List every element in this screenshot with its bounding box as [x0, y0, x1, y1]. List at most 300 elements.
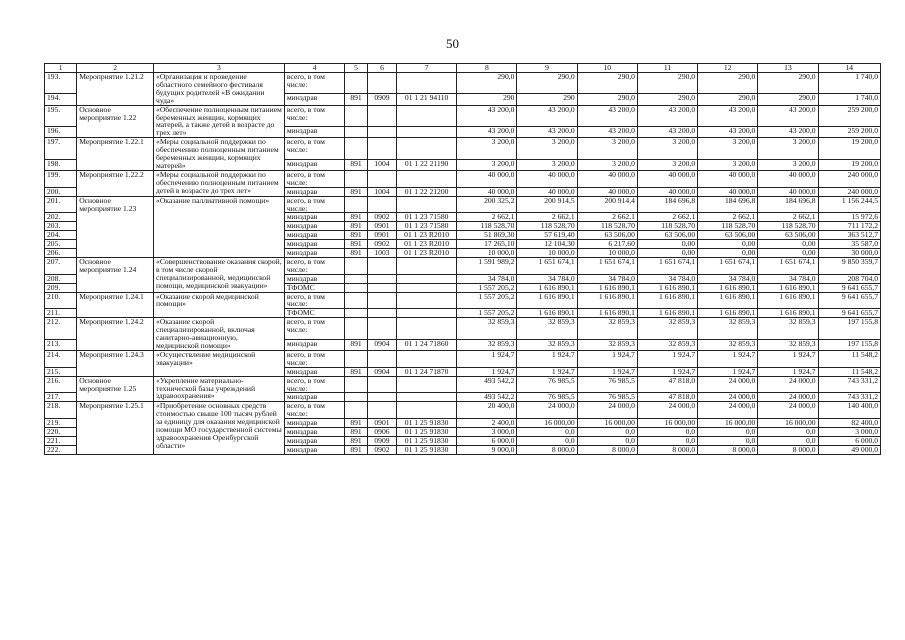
amount-cell: 16 000,00 — [637, 419, 697, 428]
amount-cell: 1 651 674,1 — [517, 257, 577, 274]
amount-cell: 40 000,0 — [577, 170, 637, 187]
grbs-code — [345, 73, 368, 94]
amount-cell: 82 400,0 — [818, 419, 880, 428]
grbs-code — [345, 138, 368, 159]
table-row — [45, 402, 881, 419]
amount-cell: 0,0 — [577, 428, 637, 437]
amount-cell: 32 859,3 — [698, 339, 758, 350]
amount-cell: 197 155,8 — [818, 318, 880, 339]
amount-cell: 6 000,0 — [457, 436, 517, 445]
amount-cell: 0,00 — [698, 240, 758, 249]
amount-cell: 40 000,0 — [637, 170, 697, 187]
target-code: 01 1 25 91830 — [397, 419, 457, 428]
amount-cell: 8 000,0 — [577, 445, 637, 454]
column-header: 1 — [45, 64, 77, 73]
amount-cell: 2 662,1 — [577, 213, 637, 222]
row-number: 197. — [45, 138, 77, 159]
column-header: 7 — [397, 64, 457, 73]
amount-cell: 2 400,0 — [457, 419, 517, 428]
amount-cell: 16 000,00 — [577, 419, 637, 428]
amount-cell: 493 542,2 — [457, 376, 517, 393]
amount-cell: 10 000,0 — [517, 249, 577, 258]
row-number: 210. — [45, 292, 77, 309]
amount-cell: 32 859,3 — [698, 318, 758, 339]
target-code: 01 1 23 R2010 — [397, 240, 457, 249]
amount-cell: 240 000,0 — [818, 170, 880, 187]
amount-cell: 1 924,7 — [637, 350, 697, 367]
target-code — [397, 376, 457, 393]
amount-cell: 3 200,0 — [698, 159, 758, 170]
target-code — [397, 126, 457, 137]
amount-cell: 32 859,3 — [758, 318, 818, 339]
activity-name: «Оказание скорой специализированной, включая санитарно-авиационную, медицинской помощи» — [154, 318, 285, 351]
amount-cell: 1 616 890,1 — [758, 309, 818, 318]
target-code — [397, 170, 457, 187]
column-header: 11 — [637, 64, 697, 73]
executor-cell: минздрав — [284, 187, 344, 196]
amount-cell: 259 200,0 — [818, 105, 880, 126]
activity-label: Мероприятие 1.24.1 — [77, 292, 154, 318]
amount-cell: 47 818,0 — [637, 393, 697, 402]
executor-cell: всего, в том числе: — [284, 350, 344, 367]
activity-label: Мероприятие 1.21.2 — [77, 73, 154, 106]
row-number: 211. — [45, 309, 77, 318]
column-header: 10 — [577, 64, 637, 73]
amount-cell: 197 155,8 — [818, 339, 880, 350]
amount-cell: 1 924,7 — [457, 350, 517, 367]
section-code: 1004 — [367, 187, 396, 196]
row-number: 194. — [45, 94, 77, 105]
amount-cell: 9 850 359,7 — [818, 257, 880, 274]
page-number: 50 — [446, 36, 459, 51]
executor-cell: всего, в том числе: — [284, 257, 344, 274]
section-code — [367, 105, 396, 126]
amount-cell: 32 859,3 — [637, 339, 697, 350]
amount-cell: 40 000,0 — [457, 170, 517, 187]
executor-cell: минздрав — [284, 213, 344, 222]
amount-cell: 1 616 890,1 — [577, 283, 637, 292]
amount-cell: 40 000,0 — [758, 187, 818, 196]
grbs-code — [345, 292, 368, 309]
grbs-code — [345, 318, 368, 339]
executor-cell: минздрав — [284, 367, 344, 376]
amount-cell: 32 859,3 — [758, 339, 818, 350]
section-code — [367, 196, 396, 213]
amount-cell: 240 000,0 — [818, 187, 880, 196]
activity-label: Мероприятие 1.25.1 — [77, 402, 154, 454]
executor-cell: всего, в том числе: — [284, 105, 344, 126]
target-code: 01 1 23 71580 — [397, 222, 457, 231]
row-number: 205. — [45, 240, 77, 249]
section-code — [367, 257, 396, 274]
amount-cell: 184 696,8 — [758, 196, 818, 213]
target-code — [397, 274, 457, 283]
amount-cell: 6 217,60 — [577, 240, 637, 249]
amount-cell: 3 200,0 — [758, 138, 818, 159]
amount-cell: 1 924,7 — [577, 350, 637, 367]
grbs-code — [345, 274, 368, 283]
target-code: 01 1 21 94110 — [397, 94, 457, 105]
amount-cell: 711 172,2 — [818, 222, 880, 231]
amount-cell: 49 000,0 — [818, 445, 880, 454]
activity-name: «Оказание скорой медицинской помощи» — [154, 292, 285, 318]
row-number: 221. — [45, 436, 77, 445]
executor-cell: ТФОМС — [284, 283, 344, 292]
budget-table — [44, 63, 881, 455]
amount-cell: 290,0 — [698, 73, 758, 94]
amount-cell: 363 512,7 — [818, 231, 880, 240]
target-code — [397, 73, 457, 94]
amount-cell: 1 924,7 — [517, 350, 577, 367]
amount-cell: 290,0 — [758, 94, 818, 105]
grbs-code: 891 — [345, 159, 368, 170]
section-code — [367, 274, 396, 283]
amount-cell: 1 651 674,1 — [637, 257, 697, 274]
table-row — [45, 257, 881, 274]
amount-cell: 1 616 890,1 — [517, 309, 577, 318]
amount-cell: 118 528,70 — [577, 222, 637, 231]
amount-cell: 1 924,7 — [698, 350, 758, 367]
amount-cell: 24 000,0 — [698, 376, 758, 393]
executor-cell: минздрав — [284, 249, 344, 258]
amount-cell: 2 662,1 — [637, 213, 697, 222]
grbs-code: 891 — [345, 94, 368, 105]
target-code — [397, 283, 457, 292]
amount-cell: 0,00 — [637, 249, 697, 258]
amount-cell: 3 200,0 — [577, 159, 637, 170]
table-row — [45, 376, 881, 393]
amount-cell: 6 000,0 — [818, 436, 880, 445]
section-code — [367, 309, 396, 318]
amount-cell: 0,00 — [758, 240, 818, 249]
amount-cell: 140 400,0 — [818, 402, 880, 419]
amount-cell: 0,0 — [758, 428, 818, 437]
amount-cell: 3 200,0 — [698, 138, 758, 159]
target-code — [397, 402, 457, 419]
target-code — [397, 318, 457, 339]
executor-cell: минздрав — [284, 339, 344, 350]
amount-cell: 1 591 989,2 — [457, 257, 517, 274]
executor-cell: всего, в том числе: — [284, 196, 344, 213]
amount-cell: 200 325,2 — [457, 196, 517, 213]
grbs-code — [345, 257, 368, 274]
section-code: 0901 — [367, 419, 396, 428]
amount-cell: 0,00 — [758, 249, 818, 258]
amount-cell: 43 200,0 — [758, 105, 818, 126]
amount-cell: 0,0 — [758, 436, 818, 445]
table-row — [45, 138, 881, 159]
row-number: 208. — [45, 274, 77, 283]
amount-cell: 24 000,0 — [698, 402, 758, 419]
column-header: 6 — [367, 64, 396, 73]
amount-cell: 24 000,0 — [758, 402, 818, 419]
amount-cell: 8 000,0 — [517, 445, 577, 454]
section-code — [367, 350, 396, 367]
amount-cell: 1 616 890,1 — [517, 283, 577, 292]
amount-cell: 184 696,8 — [637, 196, 697, 213]
amount-cell: 1 616 890,1 — [698, 283, 758, 292]
amount-cell: 76 985,5 — [577, 393, 637, 402]
amount-cell: 43 200,0 — [698, 126, 758, 137]
amount-cell: 118 528,70 — [637, 222, 697, 231]
section-code: 0904 — [367, 367, 396, 376]
executor-cell: всего, в том числе: — [284, 292, 344, 309]
amount-cell: 1 651 674,1 — [758, 257, 818, 274]
amount-cell: 290,0 — [577, 94, 637, 105]
executor-cell: минздрав — [284, 240, 344, 249]
amount-cell: 11 548,2 — [818, 350, 880, 367]
target-code — [397, 309, 457, 318]
amount-cell: 40 000,0 — [457, 187, 517, 196]
target-code: 01 1 24 71870 — [397, 367, 457, 376]
row-number: 215. — [45, 367, 77, 376]
target-code: 01 1 23 71580 — [397, 213, 457, 222]
target-code: 01 1 22 21200 — [397, 187, 457, 196]
amount-cell: 17 265,10 — [457, 240, 517, 249]
amount-cell: 63 506,00 — [637, 231, 697, 240]
amount-cell: 3 200,0 — [637, 159, 697, 170]
amount-cell: 34 784,0 — [637, 274, 697, 283]
column-header: 4 — [284, 64, 344, 73]
amount-cell: 11 548,2 — [818, 367, 880, 376]
grbs-code: 891 — [345, 436, 368, 445]
amount-cell: 19 200,0 — [818, 159, 880, 170]
activity-name: «Совершенствование оказания скорой, в том числе скорой специализированной, медицинской помощи, медицинской эвакуации» — [154, 257, 285, 292]
amount-cell: 1 740,0 — [818, 73, 880, 94]
amount-cell: 1 616 890,1 — [637, 283, 697, 292]
grbs-code — [345, 283, 368, 292]
amount-cell: 290 — [517, 94, 577, 105]
amount-cell: 16 000,00 — [517, 419, 577, 428]
amount-cell: 20 400,0 — [457, 402, 517, 419]
section-code: 0909 — [367, 436, 396, 445]
section-code: 0904 — [367, 339, 396, 350]
section-code: 0909 — [367, 94, 396, 105]
amount-cell: 24 000,0 — [577, 402, 637, 419]
section-code: 0902 — [367, 213, 396, 222]
target-code: 01 1 23 R2010 — [397, 231, 457, 240]
amount-cell: 0,00 — [698, 249, 758, 258]
section-code: 0902 — [367, 240, 396, 249]
amount-cell: 43 200,0 — [577, 126, 637, 137]
grbs-code: 891 — [345, 419, 368, 428]
amount-cell: 3 000,0 — [457, 428, 517, 437]
grbs-code: 891 — [345, 249, 368, 258]
activity-label: Мероприятие 1.24.3 — [77, 350, 154, 376]
section-code — [367, 292, 396, 309]
section-code: 0901 — [367, 231, 396, 240]
activity-label: Мероприятие 1.24.2 — [77, 318, 154, 351]
executor-cell: ТФОМС — [284, 309, 344, 318]
amount-cell: 34 784,0 — [577, 274, 637, 283]
executor-cell: всего, в том числе: — [284, 376, 344, 393]
grbs-code — [345, 309, 368, 318]
amount-cell: 3 000,0 — [818, 428, 880, 437]
executor-cell: минздрав — [284, 222, 344, 231]
row-number: 212. — [45, 318, 77, 339]
amount-cell: 76 985,5 — [517, 393, 577, 402]
amount-cell: 3 200,0 — [457, 159, 517, 170]
amount-cell: 16 000,00 — [758, 419, 818, 428]
activity-name: «Меры социальной поддержки по обеспечению полноценным питанием детей в возрасте до трех лет» — [154, 170, 285, 196]
amount-cell: 40 000,0 — [577, 187, 637, 196]
column-header: 9 — [517, 64, 577, 73]
amount-cell: 184 696,8 — [698, 196, 758, 213]
amount-cell: 32 859,3 — [457, 339, 517, 350]
amount-cell: 34 784,0 — [517, 274, 577, 283]
amount-cell: 1 616 890,1 — [758, 283, 818, 292]
amount-cell: 1 924,7 — [698, 367, 758, 376]
activity-label: Основное мероприятие 1.23 — [77, 196, 154, 257]
amount-cell: 32 859,3 — [457, 318, 517, 339]
executor-cell: минздрав — [284, 126, 344, 137]
column-header: 8 — [457, 64, 517, 73]
amount-cell: 47 818,0 — [637, 376, 697, 393]
grbs-code — [345, 402, 368, 419]
activity-label: Основное мероприятие 1.24 — [77, 257, 154, 292]
row-number: 218. — [45, 402, 77, 419]
amount-cell: 16 000,00 — [698, 419, 758, 428]
grbs-code: 891 — [345, 231, 368, 240]
amount-cell: 3 200,0 — [517, 159, 577, 170]
section-code — [367, 283, 396, 292]
row-number: 214. — [45, 350, 77, 367]
executor-cell: минздрав — [284, 159, 344, 170]
row-number: 201. — [45, 196, 77, 213]
amount-cell: 0,0 — [517, 428, 577, 437]
table-row — [45, 170, 881, 187]
amount-cell: 1 616 890,1 — [637, 309, 697, 318]
section-code: 0902 — [367, 445, 396, 454]
amount-cell: 0,0 — [698, 428, 758, 437]
row-number: 200. — [45, 187, 77, 196]
amount-cell: 1 616 890,1 — [637, 292, 697, 309]
amount-cell: 40 000,0 — [637, 187, 697, 196]
activity-label: Основное мероприятие 1.25 — [77, 376, 154, 402]
amount-cell: 1 651 674,1 — [577, 257, 637, 274]
amount-cell: 493 542,2 — [457, 393, 517, 402]
amount-cell: 0,0 — [698, 436, 758, 445]
activity-name: «Организация и проведение областного семейного фестиваля будущих родителей «В ожидании чуда» — [154, 73, 285, 106]
amount-cell: 43 200,0 — [698, 105, 758, 126]
amount-cell: 259 200,0 — [818, 126, 880, 137]
amount-cell: 24 000,0 — [698, 393, 758, 402]
amount-cell: 1 557 205,2 — [457, 292, 517, 309]
row-number: 216. — [45, 376, 77, 393]
amount-cell: 743 331,2 — [818, 376, 880, 393]
amount-cell: 290,0 — [577, 73, 637, 94]
amount-cell: 9 641 655,7 — [818, 283, 880, 292]
column-header: 3 — [154, 64, 285, 73]
activity-label: Мероприятие 1.22.1 — [77, 138, 154, 171]
target-code: 01 1 24 71860 — [397, 339, 457, 350]
amount-cell: 35 587,0 — [818, 240, 880, 249]
section-code — [367, 73, 396, 94]
table-row — [45, 350, 881, 367]
grbs-code: 891 — [345, 213, 368, 222]
activity-name: «Меры социальной поддержки по обеспечению полноценным питанием беременных женщин, кормящих матерей» — [154, 138, 285, 171]
activity-name: «Укрепление материально-технической базы учреждений здравоохранения» — [154, 376, 285, 402]
amount-cell: 24 000,0 — [517, 402, 577, 419]
section-code — [367, 138, 396, 159]
column-header: 5 — [345, 64, 368, 73]
grbs-code — [345, 105, 368, 126]
amount-cell: 43 200,0 — [457, 105, 517, 126]
table-row — [45, 73, 881, 94]
amount-cell: 1 616 890,1 — [517, 292, 577, 309]
amount-cell: 1 616 890,1 — [577, 309, 637, 318]
amount-cell: 290,0 — [637, 94, 697, 105]
amount-cell: 40 000,0 — [758, 170, 818, 187]
row-number: 209. — [45, 283, 77, 292]
executor-cell: всего, в том числе: — [284, 402, 344, 419]
amount-cell: 43 200,0 — [637, 126, 697, 137]
amount-cell: 290,0 — [637, 73, 697, 94]
executor-cell: всего, в том числе: — [284, 73, 344, 94]
amount-cell: 76 985,5 — [517, 376, 577, 393]
column-header: 2 — [77, 64, 154, 73]
executor-cell: минздрав — [284, 393, 344, 402]
amount-cell: 0,0 — [637, 436, 697, 445]
amount-cell: 118 528,70 — [517, 222, 577, 231]
grbs-code: 891 — [345, 222, 368, 231]
row-number: 198. — [45, 159, 77, 170]
activity-name: «Осуществление медицинской эвакуации» — [154, 350, 285, 376]
table-row — [45, 318, 881, 339]
amount-cell: 290,0 — [758, 73, 818, 94]
table-row — [45, 196, 881, 213]
row-number: 204. — [45, 231, 77, 240]
section-code — [367, 170, 396, 187]
amount-cell: 1 557 205,2 — [457, 283, 517, 292]
amount-cell: 63 506,00 — [698, 231, 758, 240]
amount-cell: 32 859,3 — [637, 318, 697, 339]
target-code — [397, 196, 457, 213]
amount-cell: 0,00 — [637, 240, 697, 249]
amount-cell: 30 000,0 — [818, 249, 880, 258]
column-header: 12 — [698, 64, 758, 73]
row-number: 219. — [45, 419, 77, 428]
row-number: 199. — [45, 170, 77, 187]
amount-cell: 43 200,0 — [517, 105, 577, 126]
section-code: 0901 — [367, 222, 396, 231]
amount-cell: 118 528,70 — [758, 222, 818, 231]
grbs-code — [345, 393, 368, 402]
amount-cell: 2 662,1 — [758, 213, 818, 222]
amount-cell: 290,0 — [698, 94, 758, 105]
executor-cell: минздрав — [284, 419, 344, 428]
amount-cell: 10 000,0 — [577, 249, 637, 258]
section-code: 1004 — [367, 159, 396, 170]
column-header: 13 — [758, 64, 818, 73]
activity-label: Основное мероприятие 1.22 — [77, 105, 154, 138]
amount-cell: 1 616 890,1 — [698, 292, 758, 309]
amount-cell: 43 200,0 — [577, 105, 637, 126]
table-row — [45, 292, 881, 309]
amount-cell: 3 200,0 — [637, 138, 697, 159]
amount-cell: 0,0 — [517, 436, 577, 445]
amount-cell: 32 859,3 — [517, 339, 577, 350]
amount-cell: 2 662,1 — [517, 213, 577, 222]
executor-cell: всего, в том числе: — [284, 170, 344, 187]
amount-cell: 43 200,0 — [758, 126, 818, 137]
amount-cell: 208 704,0 — [818, 274, 880, 283]
activity-name: «Приобретение основных средств стоимостью свыше 100 тысяч рублей за единицу для оказания медицинской помощи МО государственной системы здравоохранения Оренбургской области» — [154, 402, 285, 454]
column-header: 14 — [818, 64, 880, 73]
amount-cell: 32 859,3 — [517, 318, 577, 339]
amount-cell: 40 000,0 — [517, 187, 577, 196]
amount-cell: 32 859,3 — [577, 339, 637, 350]
